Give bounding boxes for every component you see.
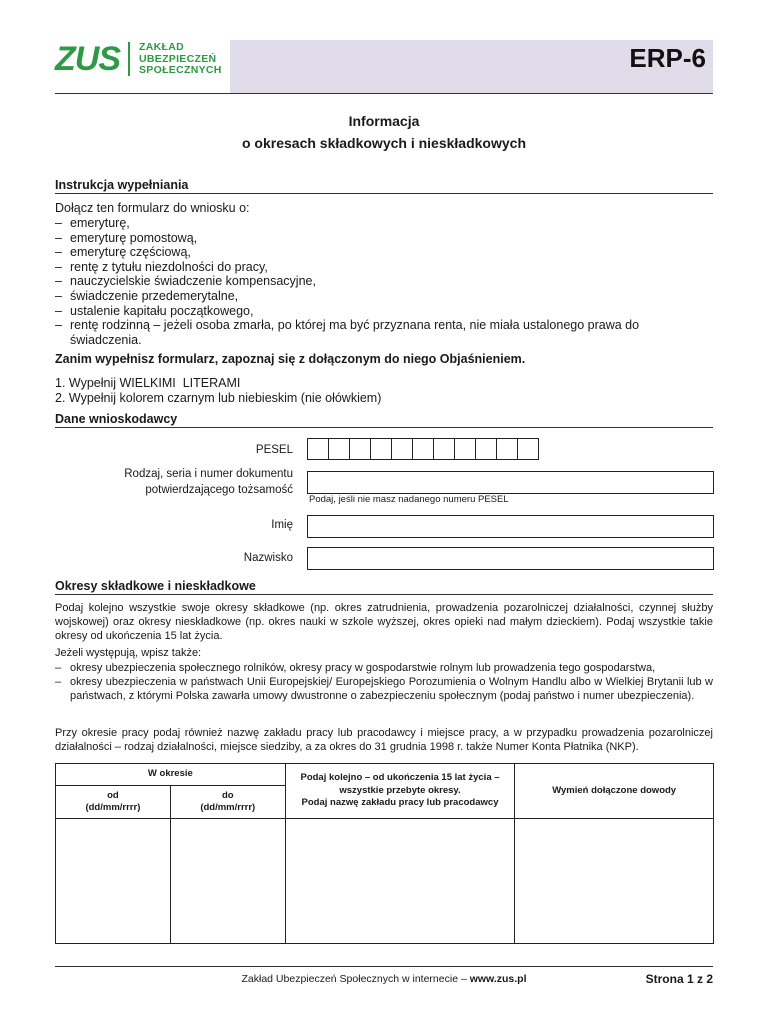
- to-header: do (dd/mm/rrrr): [170, 786, 285, 819]
- pesel-input[interactable]: [307, 438, 539, 460]
- periods-extra-list: [55, 661, 713, 704]
- workplace-paragraph: Przy okresie pracy podaj również nazwę zakładu pracy lub pracodawcy i miejsce pracy, a w przypadku prowadzenia pozarolniczej działalności – rodzaj działalności, miejsce siedziby, a za okres do 31 grudnia 1998 r. także Numer Konta Płatnika (NKP).: [55, 727, 713, 754]
- header-rule: [55, 93, 713, 94]
- periods-heading: Okresy składkowe i nieskładkowe: [55, 579, 713, 595]
- pesel-digit-box[interactable]: [475, 438, 497, 460]
- numbered-instructions: [55, 376, 381, 405]
- pesel-digit-box[interactable]: [496, 438, 518, 460]
- list-item: – emeryturę,: [55, 216, 705, 231]
- footer-text: Zakład Ubezpieczeń Społecznych w internecie – www.zus.pl: [241, 973, 527, 985]
- identity-document-input[interactable]: [307, 471, 714, 494]
- pesel-digit-box[interactable]: [328, 438, 350, 460]
- pesel-digit-box[interactable]: [412, 438, 434, 460]
- pesel-digit-box[interactable]: [391, 438, 413, 460]
- last-name-input[interactable]: [307, 547, 714, 570]
- last-name-label: Nazwisko: [243, 552, 293, 564]
- first-name-input[interactable]: [307, 515, 714, 538]
- pesel-digit-box[interactable]: [307, 438, 329, 460]
- page-number: Strona 1 z 2: [645, 972, 713, 986]
- identity-document-hint: Podaj, jeśli nie masz nadanego numeru PESEL: [309, 494, 509, 505]
- list-item: – ustalenie kapitału początkowego,: [55, 304, 705, 319]
- identity-document-label: Rodzaj, seria i numer dokumentu potwierdzającego tożsamość: [124, 468, 293, 496]
- read-explanation-note: Zanim wypełnisz formularz, zapoznaj się z dołączonym do niego Objaśnieniem.: [55, 352, 526, 366]
- footer-rule: [55, 966, 713, 967]
- list-item: – okresy ubezpieczenia społecznego rolników, okresy pracy w gospodarstwie rolnym lub prowadzenia tego gospodarstwa,: [55, 661, 713, 675]
- list-item: – nauczycielskie świadczenie kompensacyjne,: [55, 274, 705, 289]
- logo-text: ZAKŁAD UBEZPIECZEŃ SPOŁECZNYCH: [139, 41, 222, 76]
- from-date-cell[interactable]: [56, 819, 171, 944]
- form-code: ERP-6: [629, 43, 706, 73]
- applicant-heading: Dane wnioskodawcy: [55, 412, 713, 428]
- pesel-digit-box[interactable]: [433, 438, 455, 460]
- logo-divider: [128, 42, 130, 76]
- page-title-line1: Informacja: [348, 113, 420, 129]
- list-item: – emeryturę częściową,: [55, 245, 705, 260]
- pesel-label: PESEL: [255, 444, 293, 456]
- zus-website-link[interactable]: www.zus.pl: [469, 973, 527, 985]
- pesel-digit-box[interactable]: [370, 438, 392, 460]
- instructions-heading: Instrukcja wypełniania: [55, 178, 713, 194]
- periods-paragraph: Podaj kolejno wszystkie swoje okresy składkowe (np. okres zatrudnienia, prowadzenia pozarolniczej działalności, czynnej służby wojskowej) oraz okresy nieskładkowe (np. okres nauki w szkole wyższej, okres opieki nad małym dzieckiem). Podaj wszystkie takie okresy od ukończenia 15 lat życia.: [55, 602, 713, 643]
- pesel-digit-box[interactable]: [454, 438, 476, 460]
- page-title-line2: o okresach składkowych i nieskładkowych: [241, 135, 526, 151]
- description-cell[interactable]: [285, 819, 515, 944]
- instructions-intro: Dołącz ten formularz do wniosku o:: [55, 201, 250, 215]
- to-date-cell[interactable]: [170, 819, 285, 944]
- list-item: – rentę z tytułu niezdolności do pracy,: [55, 260, 705, 275]
- list-item: – emeryturę pomostową,: [55, 231, 705, 246]
- period-header: W okresie: [56, 764, 286, 786]
- description-header: Podaj kolejno – od ukończenia 15 lat życia – wszystkie przebyte okresy. Podaj nazwę zakładu pracy lub pracodawcy: [285, 764, 515, 819]
- periods-also-note: Jeżeli występują, wpisz także:: [55, 647, 202, 659]
- periods-table: [55, 763, 714, 944]
- numbered-item: 2. Wypełnij kolorem czarnym lub niebieskim (nie ołówkiem): [55, 390, 382, 405]
- numbered-item: 1. Wypełnij WIELKIMI LITERAMI: [55, 376, 241, 390]
- benefit-list: [55, 216, 705, 347]
- list-item: – okresy ubezpieczenia w państwach Unii Europejskiej/ Europejskiego Porozumienia o Wolnym Handlu albo w Wielkiej Brytanii lub w państwach, z którymi Polska zawarła umowy dwustronne o zabezpieczeniu społecznym (podaj państwo i numer ubezpieczenia).: [55, 675, 713, 703]
- list-item: – rentę rodzinną – jeżeli osoba zmarła, po której ma być przyznana renta, nie miała ustalonego prawa do świadczenia.: [55, 318, 705, 347]
- from-header: od (dd/mm/rrrr): [56, 786, 171, 819]
- evidence-cell[interactable]: [515, 819, 714, 944]
- evidence-header: Wymień dołączone dowody: [515, 764, 714, 819]
- pesel-digit-box[interactable]: [349, 438, 371, 460]
- zus-logo: ZUS: [55, 40, 120, 78]
- list-item: – świadczenie przedemerytalne,: [55, 289, 705, 304]
- first-name-label: Imię: [271, 519, 293, 531]
- pesel-digit-box[interactable]: [517, 438, 539, 460]
